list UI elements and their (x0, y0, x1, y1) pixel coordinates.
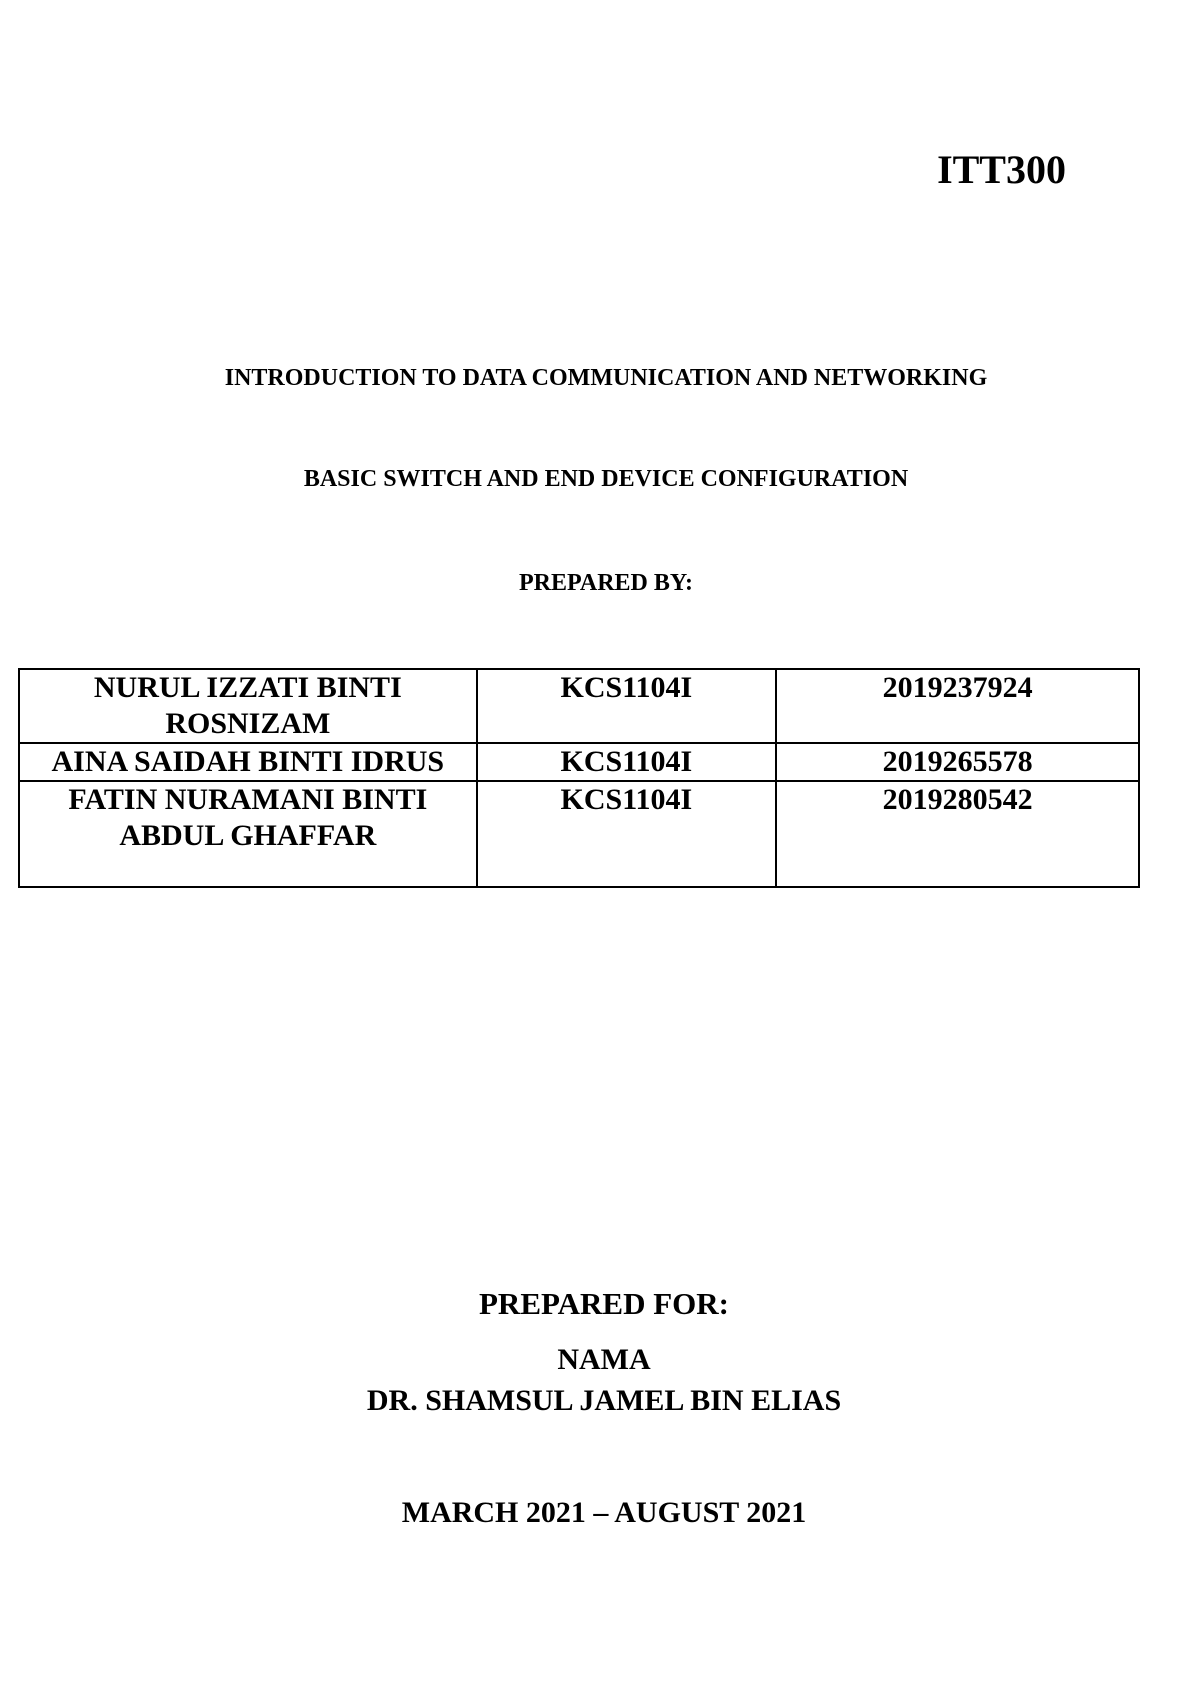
member-student-id: 2019237924 (776, 669, 1139, 743)
academic-session: MARCH 2021 – AUGUST 2021 (401, 1496, 807, 1529)
lab-title: BASIC SWITCH AND END DEVICE CONFIGURATION (303, 466, 909, 492)
member-name: NURUL IZZATI BINTI ROSNIZAM (19, 669, 477, 743)
table-row (19, 669, 1139, 743)
member-name: AINA SAIDAH BINTI IDRUS (19, 743, 477, 781)
member-name: FATIN NURAMANI BINTI ABDUL GHAFFAR (19, 781, 477, 887)
table-row (19, 743, 1139, 781)
members-table (18, 668, 1140, 888)
course-title: INTRODUCTION TO DATA COMMUNICATION AND NETWORKING (224, 365, 988, 391)
member-student-id: 2019280542 (776, 781, 1139, 887)
prepared-by-label: PREPARED BY: (518, 570, 693, 596)
member-group: KCS1104I (477, 781, 777, 887)
table-row (19, 781, 1139, 887)
prepared-for-label: PREPARED FOR: (479, 1286, 729, 1321)
course-code: ITT300 (937, 147, 1066, 192)
lecturer-name: DR. SHAMSUL JAMEL BIN ELIAS (366, 1384, 842, 1417)
member-group: KCS1104I (477, 669, 777, 743)
member-group: KCS1104I (477, 743, 777, 781)
member-student-id: 2019265578 (776, 743, 1139, 781)
lecturer-label: NAMA (557, 1343, 651, 1376)
